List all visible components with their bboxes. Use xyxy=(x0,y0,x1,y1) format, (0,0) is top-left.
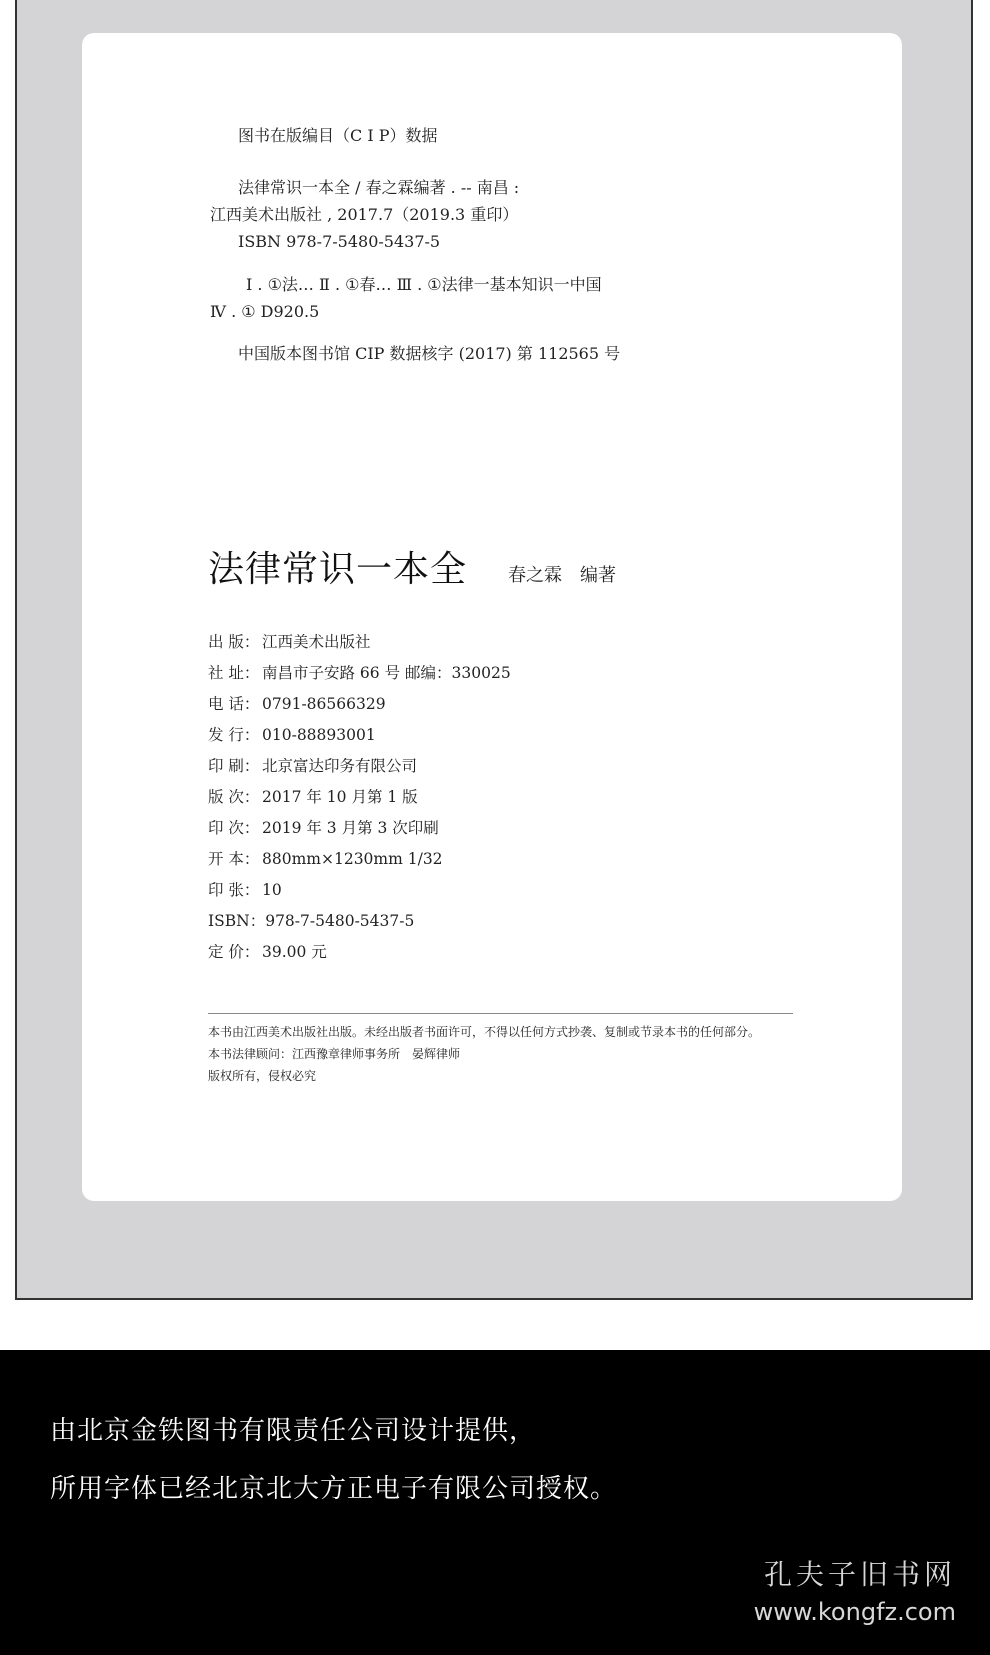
info-value: 880mm×1230mm 1/32 xyxy=(262,850,443,868)
info-row xyxy=(208,751,511,782)
cip-header: 图书在版编目（C I P）数据 xyxy=(238,126,438,145)
info-value: 10 xyxy=(262,881,282,899)
info-label: 开 本： xyxy=(208,850,260,868)
info-value: 39.00 元 xyxy=(262,943,327,961)
book-title-row xyxy=(208,541,616,592)
book-title: 法律常识一本全 xyxy=(208,549,468,590)
info-label: 出 版： xyxy=(208,633,260,651)
info-value: 0791-86566329 xyxy=(262,695,386,713)
info-value: 江西美术出版社 xyxy=(262,633,371,651)
info-label: 社 址： xyxy=(208,664,260,682)
publication-info xyxy=(208,627,511,968)
info-row xyxy=(208,720,511,751)
info-row xyxy=(208,689,511,720)
cip-line: Ⅰ . ①法… Ⅱ . ①春… Ⅲ . ①法律一基本知识一中国 xyxy=(246,275,602,294)
divider xyxy=(208,1013,793,1014)
footer-banner xyxy=(0,1350,990,1655)
info-value: 南昌市子安路 66 号 邮编：330025 xyxy=(262,664,511,682)
legal-counsel-note: 本书法律顾问：江西豫章律师事务所 晏辉律师 xyxy=(208,1047,461,1061)
cip-isbn: ISBN 978-7-5480-5437-5 xyxy=(238,232,441,251)
info-label: ISBN： xyxy=(208,912,266,930)
copyright-page xyxy=(82,33,902,1201)
info-value: 2017 年 10 月第 1 版 xyxy=(262,788,418,806)
page-frame xyxy=(15,0,973,1300)
footer-line: 由北京金铁图书有限责任公司设计提供， xyxy=(50,1416,537,1446)
info-label: 印 刷： xyxy=(208,757,260,775)
info-value: 978-7-5480-5437-5 xyxy=(265,912,415,930)
info-label: 电 话： xyxy=(208,695,260,713)
cip-line: 江西美术出版社 , 2017.7（2019.3 重印） xyxy=(210,205,519,224)
cip-line: 法律常识一本全 / 春之霖编著 . -- 南昌 : xyxy=(238,178,520,197)
copyright-note: 版权所有，侵权必究 xyxy=(208,1069,317,1083)
info-row xyxy=(208,875,511,906)
info-row xyxy=(208,937,511,968)
cip-line: Ⅳ . ① D920.5 xyxy=(210,302,320,321)
info-row xyxy=(208,906,511,937)
info-row xyxy=(208,782,511,813)
info-value: 010-88893001 xyxy=(262,726,376,744)
rights-notes xyxy=(208,1021,760,1087)
info-label: 版 次： xyxy=(208,788,260,806)
info-label: 印 次： xyxy=(208,819,260,837)
watermark-logo: 孔夫子旧书网 xyxy=(763,1558,956,1591)
info-label: 发 行： xyxy=(208,726,260,744)
info-label: 印 张： xyxy=(208,881,260,899)
rights-note: 本书由江西美术出版社出版。未经出版者书面许可，不得以任何方式抄袭、复制或节录本书的任何部分。 xyxy=(208,1025,761,1039)
info-row xyxy=(208,813,511,844)
info-value: 2019 年 3 月第 3 次印刷 xyxy=(262,819,439,837)
info-value: 北京富达印务有限公司 xyxy=(262,757,418,775)
info-label: 定 价： xyxy=(208,943,260,961)
info-row xyxy=(208,844,511,875)
cip-number: 中国版本图书馆 CIP 数据核字 (2017) 第 112565 号 xyxy=(238,344,621,363)
book-author: 春之霖 编著 xyxy=(508,565,616,586)
info-row xyxy=(208,658,511,689)
watermark-url: www.kongfz.com xyxy=(753,1598,956,1626)
info-row xyxy=(208,627,511,658)
footer-line: 所用字体已经北京北大方正电子有限公司授权。 xyxy=(50,1474,618,1504)
